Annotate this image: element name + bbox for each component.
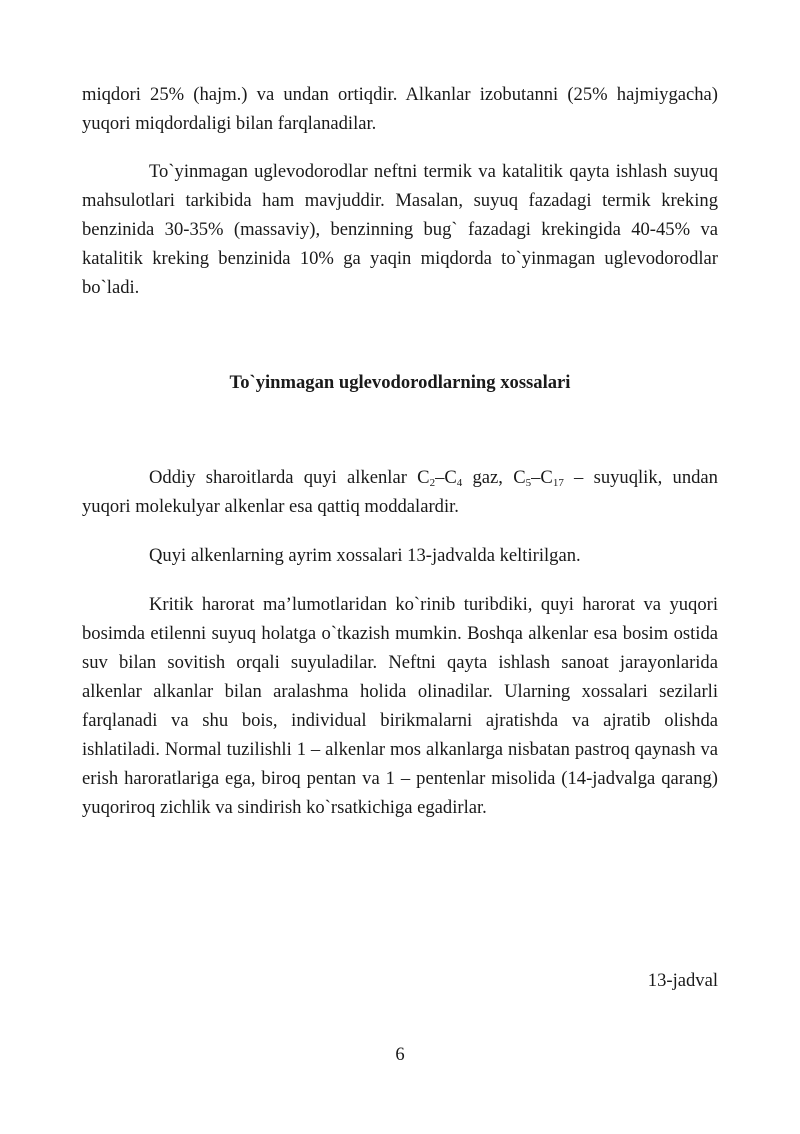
section-heading: To`yinmagan uglevodorodlarning xossalari: [229, 372, 571, 393]
paragraph-unsaturated-hydrocarbons: To`yinmagan uglevodorodlar neftni termik va katalitik qayta ishlash suyuq mahsulotlari tarkibida ham mavjuddir. Masalan, suyuq fazadagi termik kreking benzinida 30-35% (massaviy), benzinning bug` fazadagi krekingida 40-45% va katalitik kreking benzinida 10% ga yaqin miqdorda to`yinmagan uglevodorodlar bo`ladi.: [82, 161, 718, 298]
paragraph-table-reference: Quyi alkenlarning ayrim xossalari 13-jadvalda keltirilgan.: [149, 545, 581, 566]
text-segment: Oddiy sharoitlarda quyi alkenlar C: [149, 467, 430, 488]
subscript: 17: [552, 477, 564, 489]
paragraph-intro: miqdori 25% (hajm.) va undan ortiqdir. Alkanlar izobutanni (25% hajmiygacha) yuqori miqdordaligi bilan farqlanadilar.: [82, 84, 718, 134]
paragraph-critical-temperature: Kritik harorat ma’lumotlaridan ko`rinib turibdiki, quyi harorat va yuqori bosimda etilenni suyuq holatga o`tkazish mumkin. Boshqa alkenlar esa bosim ostida suv bilan sovitish orqali suyuladilar. Neftni qayta ishlash sanoat jarayonlarida alkenlar alkanlar bilan aralashma holida olinadilar. Ularning xossalari sezilarli farqlanadi va shu bois, individual birikmalarni ajratishda va ajratib olishda ishlatiladi. Normal tuzilishli 1 – alkenlar mos alkanlarga nisbatan pastroq qaynash va erish haroratlariga ega, biroq pentan va 1 – pentenlar misolida (14-jadvalga qarang) yuqoriroq zichlik va sindirish ko`rsatkichiga egadirlar.: [82, 594, 718, 818]
subscript: 4: [456, 477, 463, 489]
subscript: 5: [525, 477, 532, 489]
paragraph-conditions: [82, 463, 718, 521]
page-number: 6: [395, 1044, 405, 1065]
table-label: 13-jadval: [647, 970, 718, 991]
text-segment: – suyuqlik, undan yuqori molekulyar alkenlar esa qattiq moddalardir.: [82, 467, 718, 517]
subscript: 2: [429, 477, 436, 489]
text-segment: –C: [531, 467, 553, 488]
text-segment: –C: [435, 467, 457, 488]
text-segment: gaz, C: [462, 467, 526, 488]
